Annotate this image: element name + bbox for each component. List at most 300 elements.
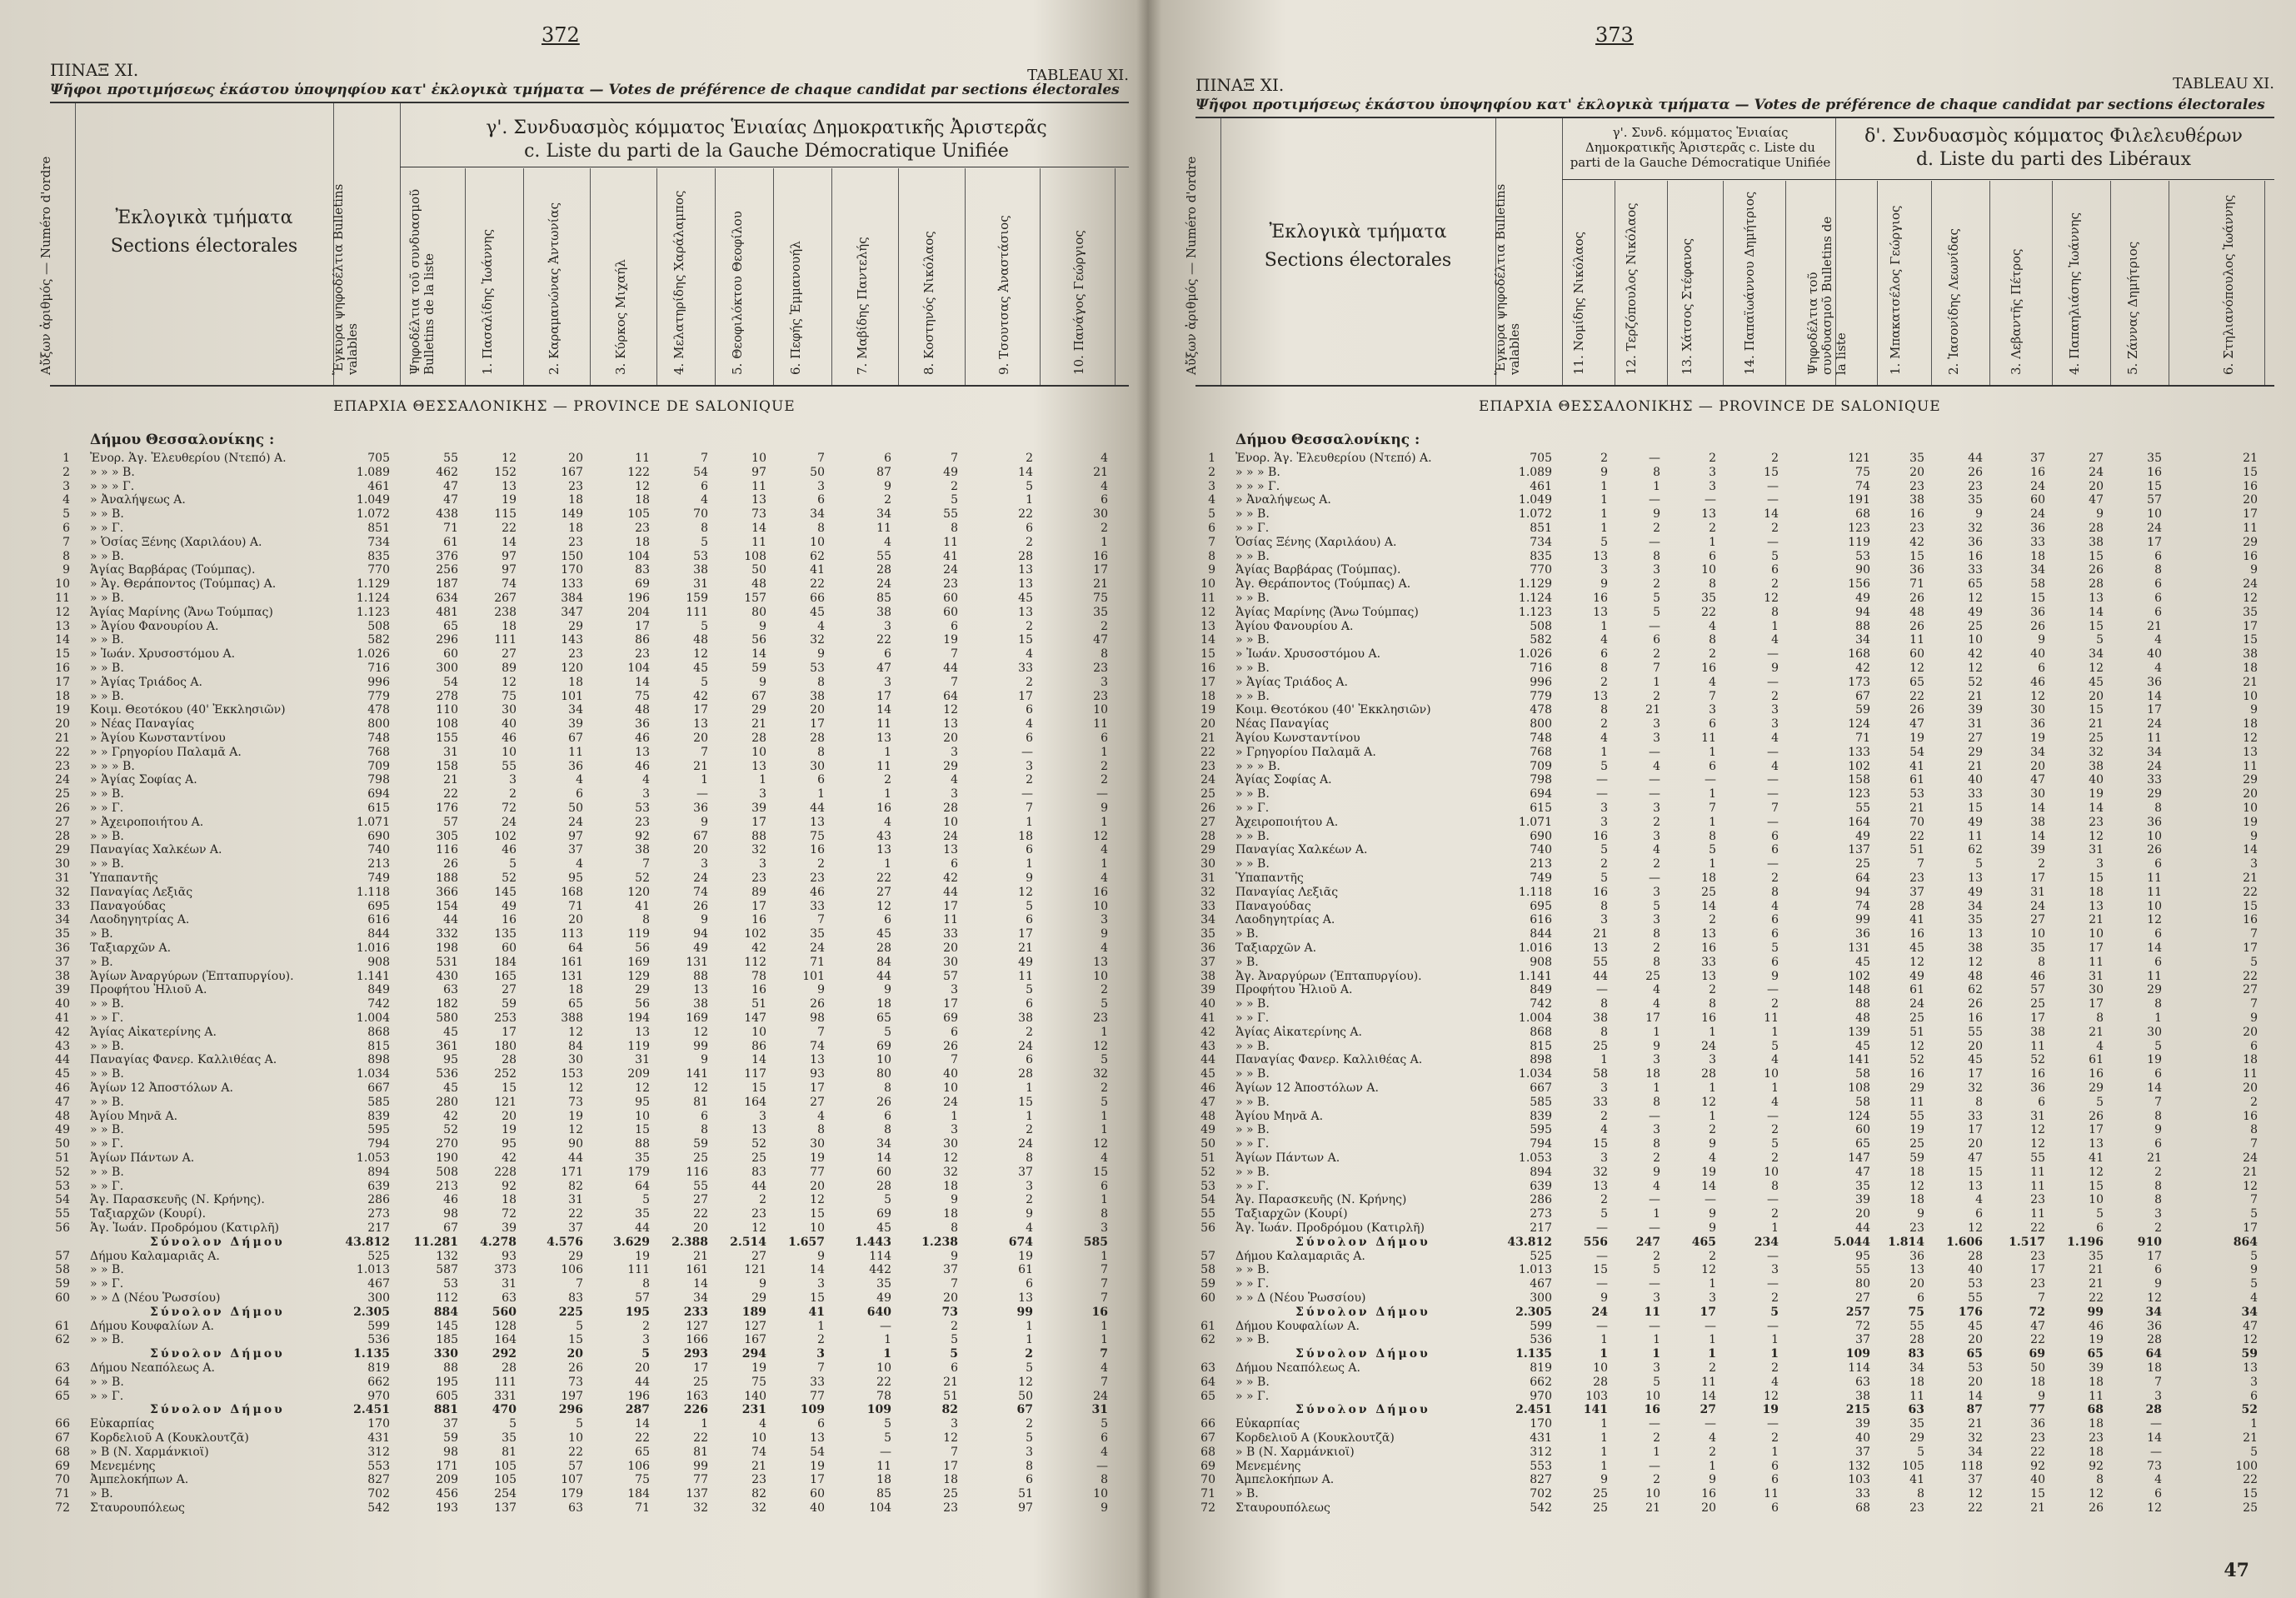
cell-value: 10: [751, 1431, 766, 1445]
candidate-header: 9. Τσουτσας Ἀναστάσιος: [996, 215, 1011, 375]
cell-value: 65: [568, 997, 583, 1011]
cell-value: 639: [1530, 1179, 1552, 1193]
section-name: Ἀχειροποιήτου Α.: [1235, 815, 1339, 829]
cell-value: 53: [810, 662, 825, 675]
cell-value: 6: [701, 1109, 708, 1123]
cell-value: 442: [869, 1263, 891, 1277]
cell-value: 24: [2243, 1151, 2258, 1165]
cell-value: 95: [443, 1053, 458, 1067]
cell-value: 2: [1101, 773, 1108, 787]
cell-value: —: [1767, 1319, 1779, 1333]
section-name: » » Β.: [1235, 1375, 1270, 1389]
cell-value: 128: [494, 1319, 517, 1333]
cell-value: 14: [876, 703, 891, 717]
cell-value: 6: [1709, 549, 1716, 563]
cell-value: 52: [635, 871, 650, 885]
section-name: Ταξιαρχῶν (Κουρί): [1235, 1207, 1348, 1221]
cell-value: 65: [635, 1445, 650, 1459]
cell-value: 287: [625, 1403, 650, 1417]
cell-value: 171: [436, 1459, 458, 1473]
row-number: 31: [1200, 871, 1215, 885]
cell-value: 2: [1653, 1431, 1660, 1445]
table-row: [50, 703, 1129, 717]
table-row: [50, 746, 1129, 759]
cell-value: 11: [1701, 732, 1716, 745]
cell-value: 16: [1909, 1067, 1924, 1081]
cell-value: 46: [502, 732, 517, 745]
cell-value: 7: [2038, 1291, 2045, 1305]
cell-value: 77: [693, 1473, 708, 1487]
cell-value: 61: [1909, 773, 1924, 787]
cell-value: 286: [367, 1193, 390, 1207]
cell-value: 14: [1018, 465, 1033, 479]
cell-value: 35: [1093, 605, 1108, 619]
cell-value: 2: [1653, 1151, 1660, 1165]
cell-value: 6: [1771, 843, 1779, 857]
cell-value: 22: [2243, 969, 2258, 983]
sections-heading: [83, 204, 325, 261]
cell-value: 8: [1653, 1137, 1660, 1151]
row-number: 18: [55, 689, 70, 703]
cell-value: 695: [1530, 899, 1552, 913]
cell-value: 8: [2154, 563, 2162, 577]
cell-value: 21: [1018, 941, 1033, 955]
cell-value: 9: [759, 619, 766, 633]
cell-value: 29: [2147, 787, 2162, 801]
cell-value: 17: [810, 1473, 825, 1487]
cell-value: 20: [693, 1221, 708, 1235]
table-row: [1195, 647, 2274, 661]
cell-value: 11: [2147, 732, 2162, 745]
cell-value: 4: [1101, 941, 1108, 955]
cell-value: 99: [693, 1039, 708, 1053]
total-row: [50, 1306, 1129, 1319]
cell-value: 35: [635, 1151, 650, 1165]
cell-value: 12: [810, 1193, 825, 1207]
cell-value: 73: [2147, 1459, 2162, 1473]
cell-value: —: [1649, 787, 1660, 801]
section-name: Προφήτου Ἠλιοῦ Α.: [1235, 983, 1353, 997]
cell-value: 6: [1026, 843, 1033, 857]
cell-value: 31: [568, 1193, 583, 1207]
cell-value: 15: [2089, 1179, 2104, 1193]
cell-value: 12: [2030, 689, 2045, 703]
table-row: [1195, 1277, 2274, 1291]
cell-value: 27: [810, 1095, 825, 1109]
total-row: [50, 1347, 1129, 1361]
cell-value: 1: [1770, 1347, 1779, 1361]
cell-value: 12: [1968, 955, 1983, 969]
cell-value: 7: [1917, 857, 1924, 871]
cell-value: 24: [502, 815, 517, 829]
table-row: [1195, 1011, 2274, 1025]
cell-value: 194: [627, 1011, 650, 1025]
cell-value: 10: [2243, 801, 2258, 815]
cell-value: 10: [2147, 899, 2162, 913]
row-number: 44: [1200, 1053, 1215, 1067]
cell-value: 46: [810, 885, 825, 899]
cell-value: 131: [686, 955, 708, 969]
cell-value: 800: [367, 717, 390, 732]
cell-value: 231: [741, 1403, 766, 1417]
cell-value: 159: [686, 592, 708, 605]
cell-value: 1.118: [356, 885, 390, 899]
cell-value: 11: [2030, 1039, 2045, 1053]
cell-value: 6: [817, 493, 825, 507]
cell-value: 5: [1653, 899, 1660, 913]
section-name: » » Β.: [90, 507, 124, 522]
cell-value: 3: [816, 1347, 825, 1361]
cell-value: 3: [759, 857, 766, 871]
cell-value: 1: [1600, 1053, 1608, 1067]
cell-value: 9: [2250, 1263, 2258, 1277]
cell-value: 9: [1600, 577, 1608, 592]
cell-value: 38: [1018, 1011, 1033, 1025]
cell-value: 16: [502, 913, 517, 927]
cell-value: 29: [1909, 1081, 1924, 1095]
cell-value: 34: [1909, 1361, 1924, 1375]
cell-value: 13: [1593, 689, 1608, 703]
row-number: 61: [55, 1319, 70, 1333]
cell-value: 99: [693, 1459, 708, 1473]
cell-value: 121: [1848, 452, 1870, 465]
cell-value: 19: [943, 633, 958, 647]
cell-value: 15: [1093, 1165, 1108, 1179]
section-name: » » » Γ.: [1235, 479, 1280, 493]
cell-value: 827: [1530, 1473, 1552, 1487]
cell-value: 1: [1709, 535, 1716, 549]
cell-value: 95: [568, 871, 583, 885]
col-divider: [1667, 181, 1668, 385]
table-row: [50, 493, 1129, 507]
row-number: 23: [55, 759, 70, 773]
cell-value: 40: [2089, 773, 2104, 787]
candidate-header: 4. Μελατηρίδης Χαράλαμπος: [671, 190, 686, 375]
cell-value: 34: [568, 703, 583, 717]
cell-value: 8: [1917, 1487, 1924, 1501]
row-number: 57: [1200, 1249, 1215, 1263]
cell-value: 8: [642, 1277, 650, 1291]
cell-value: 294: [741, 1347, 766, 1361]
cell-value: 7: [1101, 1263, 1108, 1277]
total-row: [1195, 1403, 2274, 1416]
candidate-header: 8. Κοστηνός Νικόλαος: [921, 231, 936, 375]
row-number: 27: [55, 815, 70, 829]
total-row: [1195, 1347, 2274, 1361]
cell-value: 20: [1968, 1333, 1983, 1347]
cell-value: 36: [1909, 563, 1924, 577]
cell-value: 6: [884, 913, 891, 927]
row-number: 71: [1200, 1487, 1215, 1501]
row-number: 65: [1200, 1389, 1215, 1403]
cell-value: 2: [1709, 452, 1716, 465]
row-number: 48: [55, 1109, 70, 1123]
cell-value: 5: [884, 1417, 891, 1431]
candidate-header: 10. Πανάγος Γεώργιος: [1071, 230, 1086, 375]
section-name: » Ἁγίας Τριάδος Α.: [1235, 675, 1348, 689]
cell-value: 431: [1530, 1431, 1552, 1445]
group-d-heading-gr: δ'. Συνδυασμὸς κόμματος Φιλελευθέρων: [1864, 126, 2243, 147]
cell-value: 29: [2147, 983, 2162, 997]
row-number: 52: [1200, 1165, 1215, 1179]
cell-value: 152: [494, 465, 517, 479]
cell-value: 2.305: [353, 1305, 390, 1319]
cell-value: 1: [1653, 675, 1660, 689]
cell-value: 106: [627, 1459, 650, 1473]
cell-value: 30: [2030, 787, 2045, 801]
cell-value: 2: [1600, 1109, 1608, 1123]
cell-value: 18: [1909, 1375, 1924, 1389]
cell-value: 5: [2250, 955, 2258, 969]
cell-value: 13: [1701, 927, 1716, 941]
candidate-header: 7. Μαβίδης Παντελής: [855, 237, 870, 375]
right-page: [1184, 0, 2274, 1598]
cell-value: 9: [817, 983, 825, 997]
cell-value: 45: [443, 1081, 458, 1095]
cell-value: 508: [367, 619, 390, 633]
table-row: [1195, 1460, 2274, 1473]
col-divider: [898, 168, 899, 385]
cell-value: 24: [876, 577, 891, 592]
cell-value: 107: [561, 1473, 583, 1487]
table-row: [1195, 816, 2274, 829]
cell-value: 24: [2147, 759, 2162, 773]
cell-value: 113: [561, 927, 583, 941]
cell-value: 9: [759, 675, 766, 689]
municipality-heading: Δήμου Θεσσαλονίκης :: [90, 432, 275, 448]
cell-value: 13: [1909, 1263, 1924, 1277]
cell-value: 74: [502, 577, 517, 592]
cell-value: 64: [635, 1179, 650, 1193]
cell-value: 8: [2038, 955, 2045, 969]
cell-value: 3: [951, 787, 958, 801]
cell-value: 1.072: [1518, 507, 1552, 522]
col-divider: [590, 168, 591, 385]
cell-value: 44: [635, 1375, 650, 1389]
cell-value: 57: [2147, 493, 2162, 507]
cell-value: 542: [367, 1501, 390, 1515]
cell-value: 331: [494, 1389, 517, 1403]
cell-value: 6: [951, 857, 958, 871]
table-row: [50, 1180, 1129, 1193]
cell-value: —: [1649, 1221, 1660, 1235]
cell-value: 6: [1771, 913, 1779, 927]
cell-value: 6: [2154, 577, 2162, 592]
cell-value: 55: [1593, 955, 1608, 969]
section-name: » Ἀναλήψεως Α.: [1235, 493, 1331, 507]
cell-value: 28: [1018, 1067, 1033, 1081]
section-name: Σταυρουπόλεως: [90, 1501, 185, 1515]
cell-value: —: [1596, 1319, 1608, 1333]
header-rule: [1195, 117, 2274, 118]
cell-value: 17: [2147, 535, 2162, 549]
section-name: » » Β.: [1235, 1067, 1270, 1081]
section-name: Δήμου Νεαπόλεως Α.: [1235, 1361, 1360, 1375]
cell-value: 8: [2250, 1123, 2258, 1137]
cell-value: —: [1649, 493, 1660, 507]
cell-value: 1.004: [356, 1011, 390, 1025]
cell-value: 198: [436, 941, 458, 955]
cell-value: 470: [492, 1403, 517, 1417]
left-page: [38, 0, 1129, 1598]
cell-value: 11: [2243, 522, 2258, 535]
cell-value: 7: [951, 1053, 958, 1067]
cell-value: 7: [1100, 1347, 1108, 1361]
cell-value: 312: [367, 1445, 390, 1459]
row-number: 12: [1200, 605, 1215, 619]
cell-value: 734: [1530, 535, 1552, 549]
cell-value: 18: [943, 1179, 958, 1193]
section-name: » Ἁγίας Σοφίας Α.: [90, 773, 197, 787]
row-number: 36: [55, 941, 70, 955]
cell-value: 18: [1909, 1193, 1924, 1207]
row-number: 56: [1200, 1221, 1215, 1235]
cell-value: 1.196: [2067, 1235, 2104, 1249]
cell-value: 15: [2030, 1487, 2045, 1501]
cell-value: 52: [2241, 1403, 2258, 1417]
cell-value: 59: [502, 997, 517, 1011]
cell-value: 5: [1917, 1445, 1924, 1459]
col-divider: [1931, 181, 1932, 385]
row-number: 70: [1200, 1473, 1215, 1487]
cell-value: —: [1649, 619, 1660, 633]
cell-value: 61: [1018, 1263, 1033, 1277]
cell-value: 5: [1026, 899, 1033, 913]
cell-value: 851: [1530, 522, 1552, 535]
cell-value: 6: [1101, 1431, 1108, 1445]
cell-value: 3: [951, 745, 958, 759]
valid-ballots-header: Ἔγκυρα ψηφοδέλτια Bulletins valables: [331, 183, 360, 375]
cell-value: 25: [1593, 1501, 1608, 1515]
cell-value: 4: [1101, 1445, 1108, 1459]
cell-value: 2: [1653, 857, 1660, 871]
cell-value: 13: [2243, 745, 2258, 759]
cell-value: 22: [502, 522, 517, 535]
cell-value: 8: [1771, 605, 1779, 619]
cell-value: 19: [1909, 732, 1924, 745]
cell-value: 6: [1026, 997, 1033, 1011]
cell-value: 24: [2030, 507, 2045, 522]
cell-value: 169: [686, 1011, 708, 1025]
cell-value: 90: [1855, 563, 1870, 577]
total-row: [50, 1236, 1129, 1249]
cell-value: 36: [635, 717, 650, 732]
candidate-header: 6. Στηλιανόπουλος Ἰωάννης: [2221, 194, 2236, 375]
cell-value: 5: [2154, 1039, 2162, 1053]
cell-value: 63: [1908, 1403, 1924, 1417]
cell-value: 2: [1771, 871, 1779, 885]
cell-value: 46: [635, 732, 650, 745]
cell-value: 18: [1645, 1067, 1660, 1081]
cell-value: 27: [1968, 732, 1983, 745]
cell-value: 25: [693, 1151, 708, 1165]
cell-value: 2: [1771, 577, 1779, 592]
cell-value: 18: [2243, 662, 2258, 675]
cell-value: 74: [693, 885, 708, 899]
cell-value: 10: [2030, 927, 2045, 941]
cell-value: 102: [1848, 969, 1870, 983]
cell-value: 95: [502, 1137, 517, 1151]
cell-value: —: [880, 1445, 891, 1459]
row-number: 21: [1200, 732, 1215, 745]
cell-value: —: [1767, 1193, 1779, 1207]
cell-value: 27: [1700, 1403, 1716, 1417]
section-name: » » Β.: [1235, 857, 1270, 871]
cell-value: 145: [436, 1319, 458, 1333]
col-divider: [965, 168, 966, 385]
cell-value: 29: [1909, 1431, 1924, 1445]
cell-value: 14: [810, 1263, 825, 1277]
cell-value: 238: [494, 605, 517, 619]
cell-value: 36: [2147, 675, 2162, 689]
cell-value: 135: [494, 927, 517, 941]
cell-value: 12: [2243, 732, 2258, 745]
cell-value: 4: [1771, 1053, 1779, 1067]
table-row: [1195, 1376, 2274, 1389]
cell-value: 14: [1701, 1179, 1716, 1193]
cell-value: 75: [751, 1375, 766, 1389]
cell-value: 5: [1026, 983, 1033, 997]
section-name: Παναγούδας: [90, 899, 166, 913]
cell-value: 102: [744, 927, 766, 941]
cell-value: 3: [1101, 913, 1108, 927]
row-number: 66: [1200, 1417, 1215, 1431]
row-number: 46: [55, 1081, 70, 1095]
cell-value: 21: [751, 1459, 766, 1473]
cell-value: 3: [1600, 1151, 1608, 1165]
row-number: 66: [55, 1417, 70, 1431]
cell-value: 6: [1771, 1501, 1779, 1515]
cell-value: 5: [2096, 633, 2104, 647]
cell-value: 145: [494, 885, 517, 899]
cell-value: 23: [1093, 1011, 1108, 1025]
cell-value: 119: [627, 1039, 650, 1053]
row-number: 9: [62, 563, 70, 577]
cell-value: 8: [1709, 997, 1716, 1011]
cell-value: 7: [817, 1025, 825, 1039]
cell-value: 26: [810, 997, 825, 1011]
cell-value: 15: [2243, 633, 2258, 647]
cell-value: 115: [494, 507, 517, 522]
row-number: 27: [1200, 815, 1215, 829]
row-number: 41: [1200, 1011, 1215, 1025]
cell-value: 65: [876, 1011, 891, 1025]
table-row: [1195, 1166, 2274, 1179]
section-name: » » Γ.: [90, 1277, 124, 1291]
cell-value: 83: [751, 1165, 766, 1179]
cell-value: 2: [1709, 983, 1716, 997]
cell-value: 20: [2243, 1081, 2258, 1095]
cell-value: 14: [876, 1151, 891, 1165]
section-name: » » Β.: [1235, 1123, 1270, 1137]
cell-value: 14: [1701, 899, 1716, 913]
cell-value: 19: [1018, 1249, 1033, 1263]
cell-value: 18: [2089, 1445, 2104, 1459]
cell-value: 1.814: [1888, 1235, 1924, 1249]
cell-value: 690: [1530, 829, 1552, 843]
cell-value: 56: [751, 633, 766, 647]
cell-value: 26: [568, 1361, 583, 1375]
cell-value: 1: [1652, 1347, 1660, 1361]
cell-value: 71: [568, 899, 583, 913]
cell-value: 102: [1848, 759, 1870, 773]
cell-value: 330: [433, 1347, 458, 1361]
cell-value: 26: [943, 1039, 958, 1053]
cell-value: 17: [2243, 507, 2258, 522]
cell-value: 46: [2030, 675, 2045, 689]
cell-value: 36: [2030, 1081, 2045, 1095]
section-name: Λαοδηγητρίας Α.: [90, 913, 190, 927]
